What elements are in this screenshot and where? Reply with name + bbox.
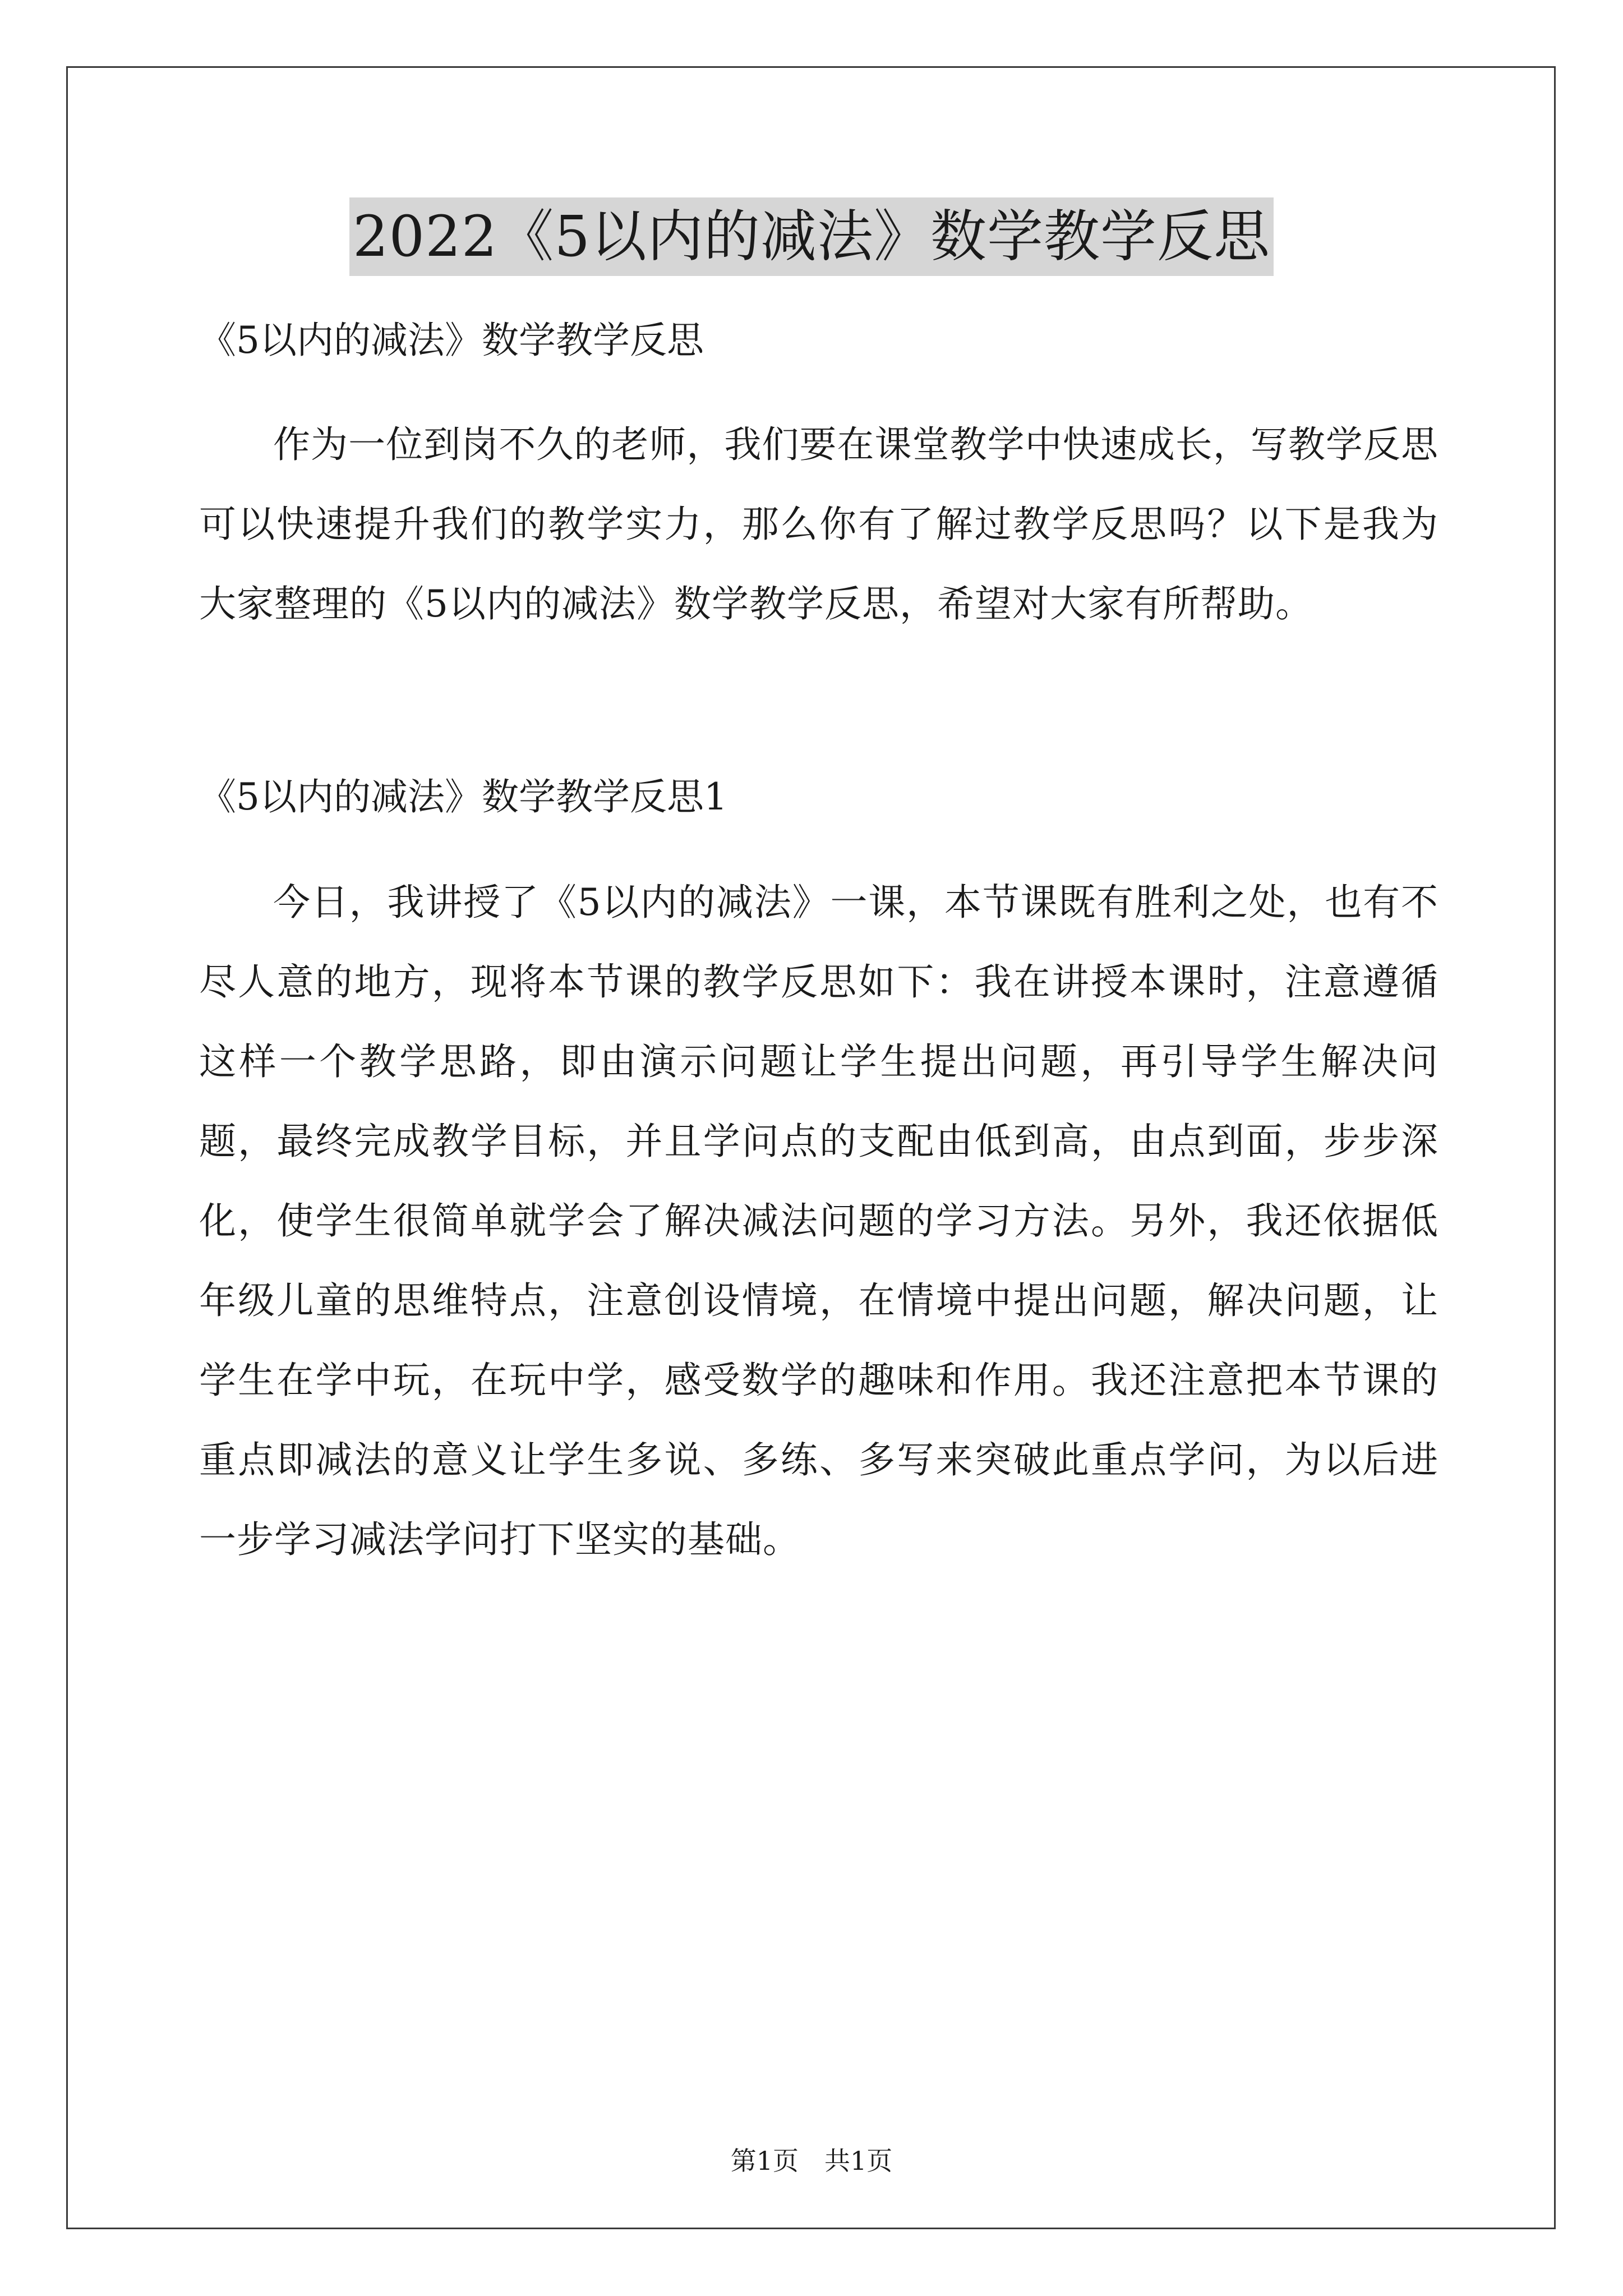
document-body xyxy=(199,314,1438,1580)
intro-paragraph: 作为一位到岗不久的老师，我们要在课堂教学中快速成长，写教学反思可以快速提升我们的教学实力，那么你有了解过教学反思吗？以下是我为大家整理的《5以内的减法》数学教学反思，希望对大家有所帮助。 xyxy=(199,423,1438,625)
section-heading: 《5以内的减法》数学教学反思1 xyxy=(199,775,727,818)
title-container xyxy=(0,197,1623,276)
intro-heading: 《5以内的减法》数学教学反思 xyxy=(199,319,704,362)
page-footer: 第1页 共1页 xyxy=(730,2146,893,2176)
document-title: 2022《5以内的减法》数学教学反思 xyxy=(349,197,1274,276)
section-paragraph: 今日，我讲授了《5以内的减法》一课，本节课既有胜利之处，也有不尽人意的地方，现将本节课的教学反思如下：我在讲授本课时，注意遵循这样一个教学思路，即由演示问题让学生提出问题，再引导学生解决问题，最终完成教学目标，并且学问点的支配由低到高，由点到面，步步深化，使学生很简单就学会了解决减法问题的学习方法。另外，我还依据低年级儿童的思维特点，注意创设情境，在情境中提出问题，解决问题，让学生在学中玩，在玩中学，感受数学的趣味和作用。我还注意把本节课的重点即减法的意义让学生多说、多练、多写来突破此重点学问，为以后进一步学习减法学问打下坚实的基础。 xyxy=(199,881,1438,1561)
